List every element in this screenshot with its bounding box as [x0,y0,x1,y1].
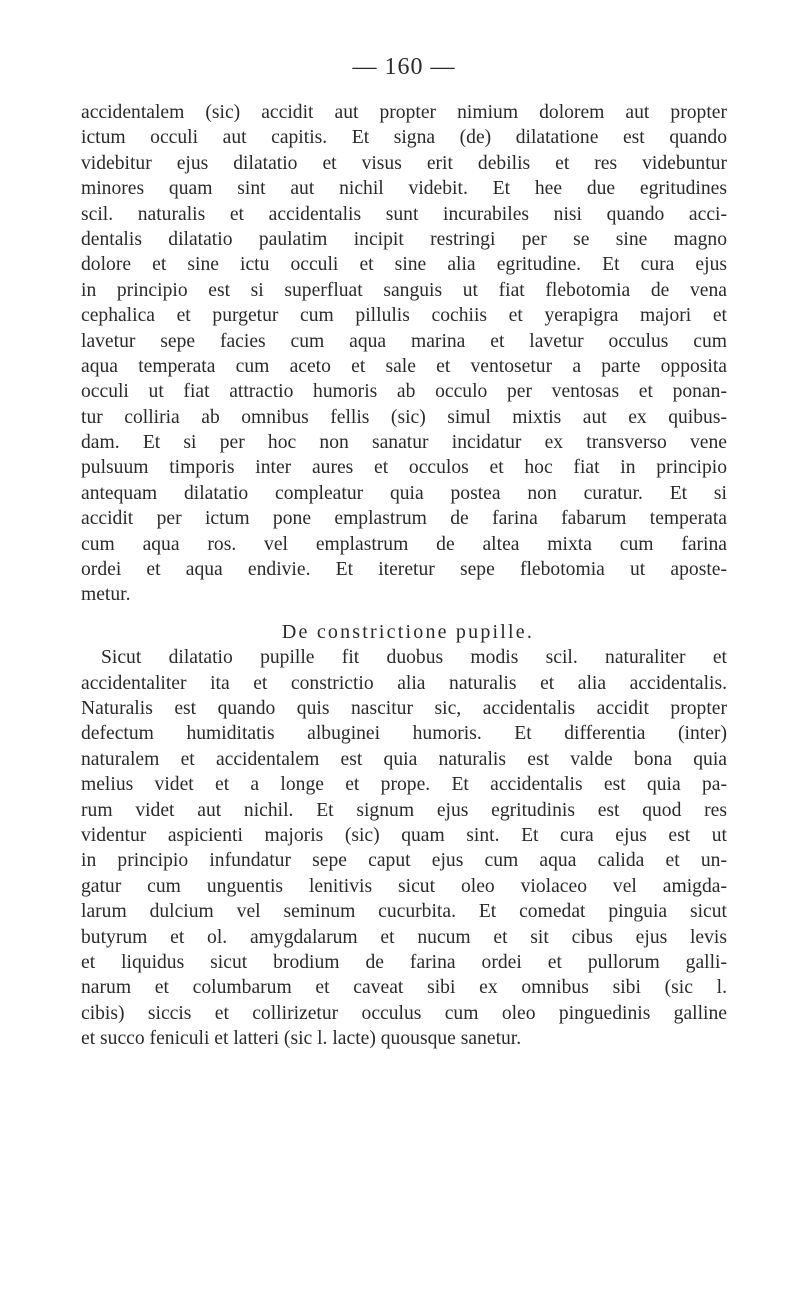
text-line: Naturalis est quando quis nascitur sic, accidentalis accidit propter [81,697,727,719]
text-line: accidit per ictum pone emplastrum de farina fabarum temperata [81,508,727,530]
text-line: rum videt aut nichil. Et signum ejus egritudinis est quod res [81,799,727,821]
text-line: antequam dilatatio compleatur quia postea non curatur. Et si [81,482,727,504]
text-line: ictum occuli aut capitis. Et signa (de) dilatatione est quando [81,127,727,149]
text-line: defectum humiditatis albuginei humoris. Et differentia (inter) [81,723,727,745]
text-line: larum dulcium vel seminum cucurbita. Et comedat pinguia sicut [81,901,727,923]
text-line: in principio est si superfluat sanguis ut fiat flebotomia de vena [81,279,727,301]
text-line: narum et columbarum et caveat sibi ex omnibus sibi (sic l. [81,977,727,999]
text-line: et succo feniculi et latteri (sic l. lacte) quousque sanetur. [81,1028,522,1050]
text-line: naturalem et accidentalem est quia naturalis est valde bona quia [81,748,727,770]
document-page [81,52,727,1051]
section-heading: De constrictione pupille. [281,620,535,643]
text-line: scil. naturalis et accidentalis sunt incurabiles nisi quando acci- [81,203,727,225]
text-line: dolore et sine ictu occuli et sine alia egritudine. Et cura ejus [81,254,727,276]
text-line: videntur aspicienti majoris (sic) quam sint. Et cura ejus est ut [81,824,727,846]
text-line: cephalica et purgetur cum pillulis cochiis et yerapigra majori et [81,305,727,327]
text-line: aqua temperata cum aceto et sale et ventosetur a parte opposita [81,355,727,377]
text-line: Sicut dilatatio pupille fit duobus modis scil. naturaliter et [101,647,727,669]
text-line: cibis) siccis et collirizetur occulus cum oleo pinguedinis galline [81,1002,727,1024]
text-line: lavetur sepe facies cum aqua marina et lavetur occulus cum [81,330,727,352]
text-line: gatur cum unguentis lenitivis sicut oleo violaceo vel amigda- [81,875,727,897]
text-line: metur. [81,584,131,606]
text-line: pulsuum timporis inter aures et occulos et hoc fiat in principio [81,457,727,479]
text-line: melius videt et a longe et prope. Et accidentalis est quia pa- [81,774,727,796]
text-line: videbitur ejus dilatatio et visus erit debilis et res videbuntur [81,152,727,174]
paragraph-constrictio [81,645,727,1051]
page-number: — 160 — [352,54,456,80]
text-line: dentalis dilatatio paulatim incipit restringi per se sine magno [81,228,727,250]
text-line: occuli ut fiat attractio humoris ab occulo per ventosas et ponan- [81,381,727,403]
text-line: tur colliria ab omnibus fellis (sic) simul mixtis aut ex quibus- [81,406,727,428]
text-line: accidentalem (sic) accidit aut propter nimium dolorem aut propter [81,102,727,123]
text-line: butyrum et ol. amygdalarum et nucum et sit cibus ejus levis [81,926,727,948]
text-line: cum aqua ros. vel emplastrum de altea mixta cum farina [81,533,727,555]
text-line: in principio infundatur sepe caput ejus cum aqua calida et un- [81,850,727,872]
text-line: minores quam sint aut nichil videbit. Et hee due egritudines [81,178,727,200]
text-line: accidentaliter ita et constrictio alia naturalis et alia accidentalis. [81,672,727,694]
text-line: ordei et aqua endivie. Et iteretur sepe flebotomia ut aposte- [81,559,727,581]
text-line: dam. Et si per hoc non sanatur incidatur ex transverso vene [81,432,727,454]
text-line: et liquidus sicut brodium de farina ordei et pullorum galli- [81,951,727,973]
paragraph-dilatatio [81,100,727,608]
